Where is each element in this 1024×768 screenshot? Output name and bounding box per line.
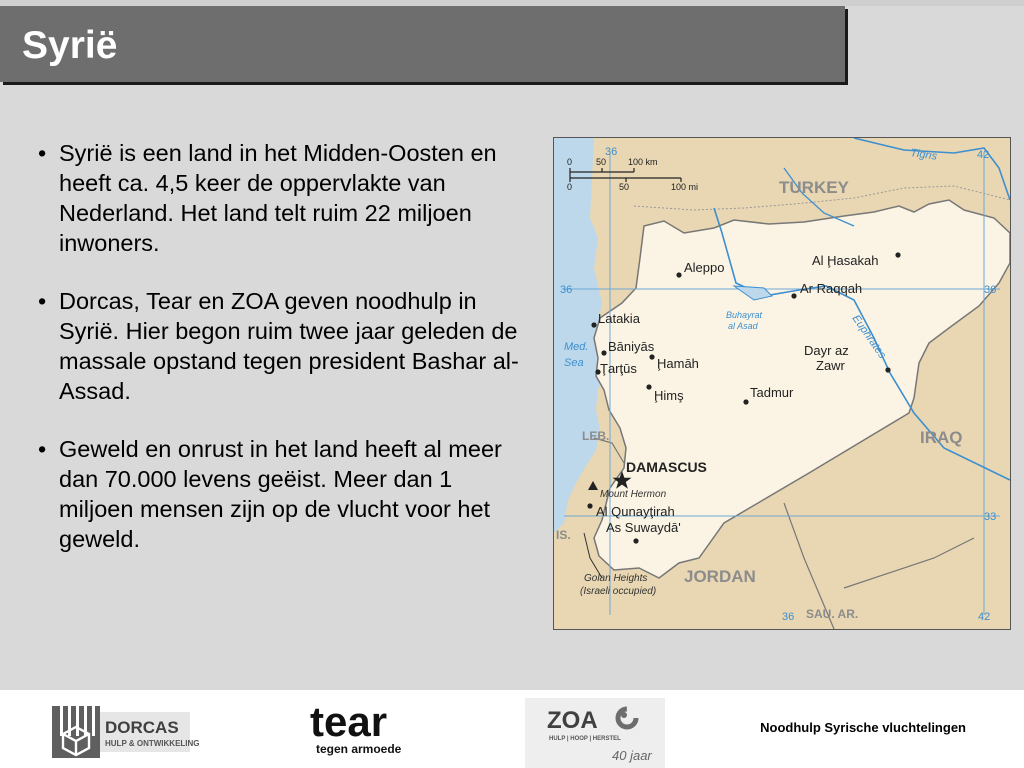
bullet-item bbox=[36, 286, 532, 406]
tear-logo bbox=[310, 698, 402, 756]
city-label-tartus: Ţarţūs bbox=[600, 361, 637, 376]
footer-bar bbox=[0, 690, 1024, 768]
city-label-al-hasakah: Al Ḩasakah bbox=[812, 253, 879, 268]
city-label-hamah: Ḩamāh bbox=[657, 356, 699, 371]
scale-mi-100: 100 mi bbox=[671, 182, 699, 192]
city-dot-baniyas bbox=[601, 350, 606, 355]
city-dot-al-qunaytirah bbox=[587, 503, 592, 508]
bullet-text: Geweld en onrust in het land heeft al meer dan 70.000 levens geëist. Meer dan 1 miljoen mensen zijn op de vlucht voor het geweld. bbox=[59, 436, 502, 552]
zoa-logo bbox=[525, 698, 665, 768]
dorcas-logo bbox=[52, 706, 200, 758]
grid-label-lat-36-left: 36 bbox=[560, 284, 573, 296]
bullet-marker: • bbox=[38, 436, 47, 462]
grid-label-lon-42-bottom: 42 bbox=[978, 611, 991, 623]
city-dot-latakia bbox=[591, 322, 596, 327]
city-label-baniyas: Bāniyās bbox=[608, 339, 655, 354]
city-label-latakia: Latakia bbox=[598, 311, 640, 326]
feature-label-golan-1: Golan Heights bbox=[584, 573, 648, 584]
grid-label-lat-36-right: 36 bbox=[984, 284, 997, 296]
city-label-al-qunaytirah: Al Qunayţirah bbox=[596, 504, 675, 519]
bullet-text: Dorcas, Tear en ZOA geven noodhulp in Syrië. Hier begon ruim twee jaar geleden de massale opstand tegen president Bashar al-Assad. bbox=[59, 288, 519, 404]
grid-label-lat-33-right: 33 bbox=[984, 511, 997, 523]
city-dot-dayr-az-zawr bbox=[885, 367, 890, 372]
city-label-ar-raqqah: Ar Raqqah bbox=[800, 281, 863, 296]
syria-map bbox=[553, 137, 1011, 630]
tear-name: tear bbox=[310, 698, 388, 745]
bullet-item bbox=[36, 138, 532, 258]
water-label-med-2: Sea bbox=[564, 357, 584, 369]
city-label-aleppo: Aleppo bbox=[684, 260, 725, 275]
country-label-turkey: TURKEY bbox=[779, 178, 849, 197]
city-dot-ar-raqqah bbox=[791, 293, 796, 298]
grid-label-lon-42-top: 42 bbox=[977, 149, 990, 161]
bullet-text: Syrië is een land in het Midden-Oosten en heeft ca. 4,5 keer de oppervlakte van Nederland. Het land telt ruim 22 miljoen inwoners. bbox=[59, 140, 497, 256]
scale-mi-0: 0 bbox=[567, 182, 573, 192]
city-dot-as-suwayda bbox=[633, 538, 638, 543]
country-label-saudi: SAU. AR. bbox=[806, 607, 859, 621]
city-dot-al-hasakah bbox=[895, 252, 900, 257]
city-label-hims: Ḩimş bbox=[654, 388, 684, 403]
grid-label-lon-36-bottom: 36 bbox=[782, 611, 795, 623]
city-label-dayr-2: Zawr bbox=[816, 358, 845, 373]
country-label-jordan: JORDAN bbox=[684, 567, 756, 586]
scale-km-50: 50 bbox=[596, 157, 607, 167]
city-label-as-suwayda: As Suwaydā' bbox=[606, 520, 681, 535]
country-label-israel: IS. bbox=[556, 528, 571, 542]
zoa-anniversary: 40 jaar bbox=[612, 748, 652, 763]
feature-label-mount-hermon: Mount Hermon bbox=[600, 489, 667, 500]
country-label-iraq: IRAQ bbox=[920, 428, 963, 447]
city-dot-aleppo bbox=[676, 272, 681, 277]
bullet-item bbox=[36, 434, 532, 554]
zoa-tagline: HULP | HOOP | HERSTEL bbox=[549, 736, 621, 742]
city-dot-hamah bbox=[649, 354, 654, 359]
dorcas-tagline: HULP & ONTWIKKELING bbox=[105, 739, 200, 748]
water-label-med-1: Med. bbox=[564, 341, 589, 353]
water-label-lake-2: al Asad bbox=[728, 321, 758, 331]
slide-title: Syrië bbox=[22, 24, 118, 67]
title-bar bbox=[0, 6, 845, 82]
zoa-name: ZOA bbox=[547, 707, 598, 734]
scale-mi-50: 50 bbox=[619, 182, 630, 192]
city-dot-tadmur bbox=[743, 399, 748, 404]
city-dot-hims bbox=[646, 384, 651, 389]
bullet-list bbox=[36, 138, 532, 582]
scale-km-0: 0 bbox=[567, 157, 573, 167]
city-label-dayr-1: Dayr az bbox=[804, 343, 849, 358]
country-label-lebanon: LEB. bbox=[582, 429, 610, 443]
city-label-tadmur: Tadmur bbox=[750, 385, 794, 400]
feature-label-golan-2: (Israeli occupied) bbox=[580, 586, 657, 597]
water-label-lake-1: Buhayrat bbox=[726, 310, 763, 320]
bullet-marker: • bbox=[38, 288, 47, 314]
bullet-marker: • bbox=[38, 140, 47, 166]
tear-tagline: tegen armoede bbox=[316, 742, 402, 756]
grid-label-lon-36-top: 36 bbox=[605, 146, 618, 158]
city-label-damascus: DAMASCUS bbox=[626, 459, 707, 475]
water-label-euphrates: Euphrates bbox=[849, 312, 889, 361]
dorcas-name: DORCAS bbox=[105, 718, 179, 737]
scale-km-100: 100 km bbox=[628, 157, 658, 167]
footer-caption: Noodhulp Syrische vluchtelingen bbox=[760, 720, 966, 735]
water-label-tigris: Tigris bbox=[909, 147, 938, 163]
